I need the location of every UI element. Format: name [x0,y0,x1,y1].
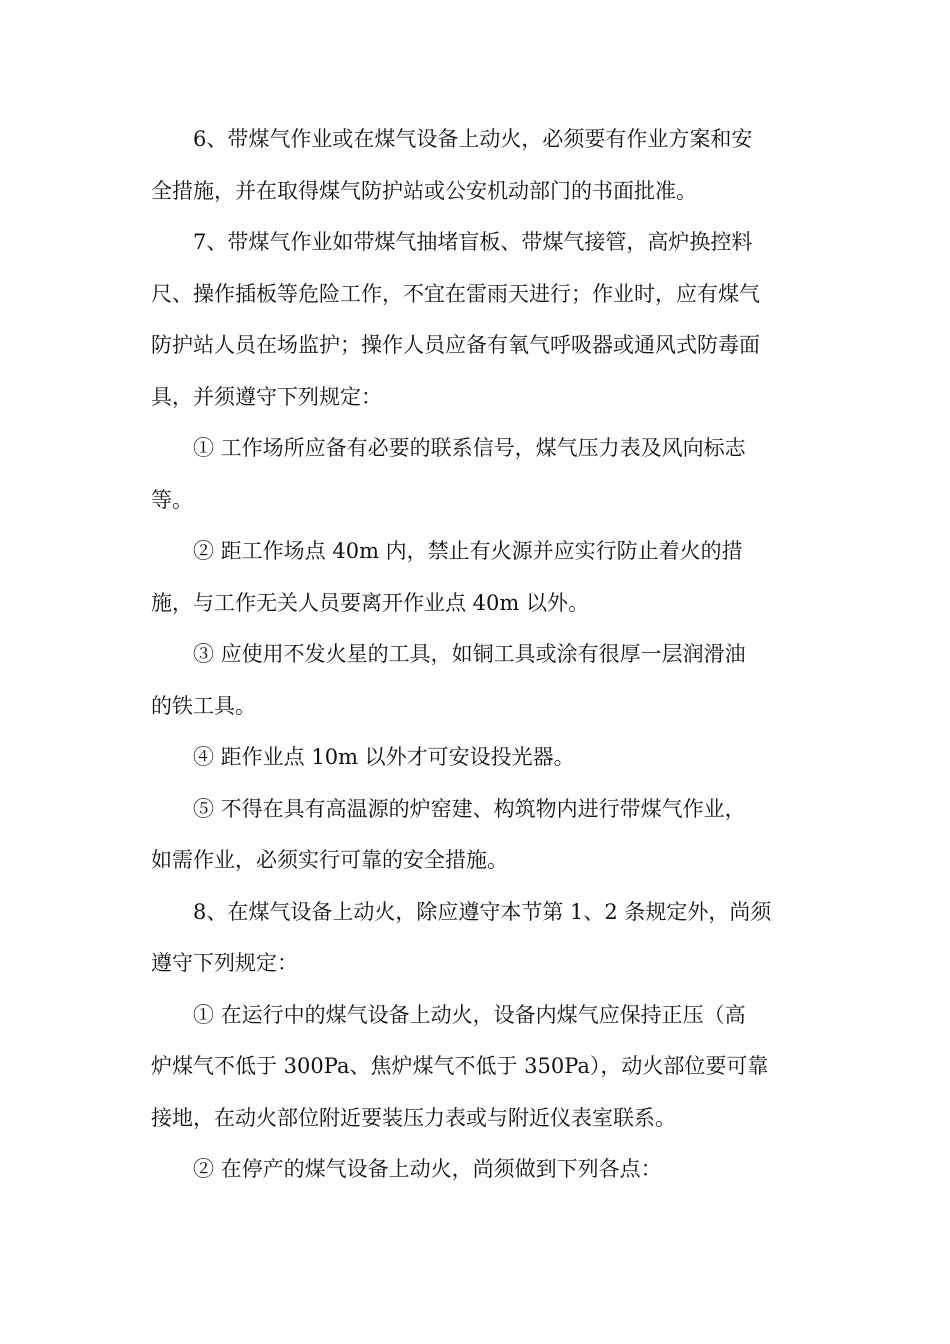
list-item-7-1 [151,423,799,526]
text-line: ③ 应使用不发火星的工具，如铜工具或涂有很厚一层润滑油 [193,642,746,666]
text-line: 具，并须遵守下列规定： [151,384,382,409]
text-line: ④ 距作业点 10m 以外才可安设投光器。 [193,745,575,769]
text-line: ① 在运行中的煤气设备上动火，设备内煤气应保持正压（高 [193,1002,746,1027]
text-line: 接地，在动火部位附近要装压力表或与附近仪表室联系。 [151,1105,676,1130]
paragraph-6 [151,114,799,217]
text-line: 炉煤气不低于 300Pa、焦炉煤气不低于 350Pa），动火部位要可靠 [151,1054,769,1078]
text-line: ⑤ 不得在具有高温源的炉窑建、构筑物内进行带煤气作业， [193,796,746,821]
list-item-8-2 [151,1144,799,1196]
text-line: 防护站人员在场监护；操作人员应备有氧气呼吸器或通风式防毒面 [151,333,760,357]
text-line: 7、带煤气作业如带煤气抽堵盲板、带煤气接管，高炉换控料 [193,230,753,254]
list-item-7-3 [151,629,799,732]
text-line: 全措施，并在取得煤气防护站或公安机动部门的书面批准。 [151,178,697,203]
list-item-7-5 [151,784,799,887]
text-line: ② 在停产的煤气设备上动火，尚须做到下列各点： [193,1157,662,1181]
text-line: 等。 [151,487,193,512]
text-line: 如需作业，必须实行可靠的安全措施。 [151,848,508,872]
list-item-7-2 [151,526,799,629]
text-line: 施，与工作无关人员要离开作业点 40m 以外。 [151,590,589,615]
text-line: 6、带煤气作业或在煤气设备上动火，必须要有作业方案和安 [193,127,753,151]
paragraph-7 [151,217,799,423]
text-line: 8、在煤气设备上动火，除应遵守本节第 1、2 条规定外，尚须 [193,899,772,924]
text-line: 遵守下列规定： [151,951,298,975]
text-line: 尺、操作插板等危险工作，不宜在雷雨天进行；作业时，应有煤气 [151,281,760,306]
list-item-8-1 [151,990,799,1145]
list-item-7-4 [151,732,799,784]
document-body [151,114,799,1196]
paragraph-8 [151,887,799,990]
text-line: 的铁工具。 [151,693,256,718]
text-line: ① 工作场所应备有必要的联系信号，煤气压力表及风向标志 [193,436,746,460]
text-line: ② 距工作场点 40m 内，禁止有火源并应实行防止着火的措 [193,539,743,563]
